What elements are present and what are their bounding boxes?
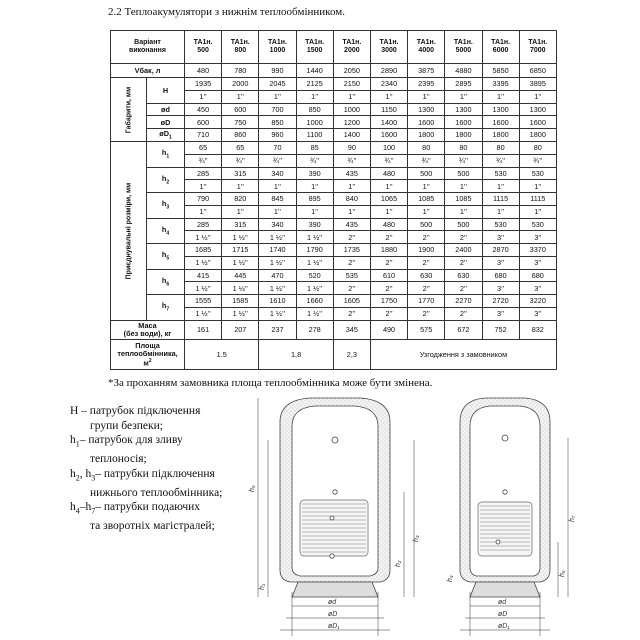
label-h4: h₄ (447, 575, 454, 582)
table-row-h6 (111, 269, 557, 282)
header-model: ТА1н. 1000 (259, 31, 296, 64)
value-volume: 1440 (296, 64, 333, 78)
value-h3-thread: 1’’ (333, 205, 370, 218)
value-oD1: 1600 (370, 129, 407, 142)
value-H: 2895 (445, 78, 482, 91)
legend-line-h1-cont: теплоносія; (90, 453, 147, 466)
legend-line-h1: $h_1-$ патрубок для зливу (70, 434, 183, 449)
value-h4-thread: 2’’ (370, 231, 407, 244)
value-h5-thread: 3’’ (482, 256, 519, 269)
value-h6-thread: 2’’ (333, 282, 370, 295)
value-h4-thread: 2’’ (408, 231, 445, 244)
value-h7-thread: 1 ½’’ (222, 307, 259, 320)
label-od: ød (147, 103, 185, 116)
value-h2-thread: 1’’ (519, 180, 556, 193)
label-H: H (147, 78, 185, 104)
value-h5-thread: 1 ½’’ (296, 256, 333, 269)
value-h7-thread: 1 ½’’ (296, 307, 333, 320)
header-model: ТА1н. 6000 (482, 31, 519, 64)
table-row-volume (111, 64, 557, 78)
value-oD1: 1800 (445, 129, 482, 142)
section-title: 2.2 Теплоакумулятори з нижнім теплообмінником. (108, 6, 345, 18)
legend-line-h4-h7-cont: та зворотніх магістралей; (90, 520, 215, 533)
value-h3-thread: 1’’ (482, 205, 519, 218)
label-h1: $h_1$ (147, 142, 185, 168)
value-oD: 1000 (296, 116, 333, 129)
value-h5: 1740 (259, 244, 296, 257)
label-h2: h₂ (395, 560, 402, 567)
value-h5-thread: 2’’ (445, 256, 482, 269)
value-h7: 1585 (222, 295, 259, 308)
value-h7-thread: 3’’ (519, 307, 556, 320)
table-row-oD (111, 116, 557, 129)
value-h5-thread: 3’’ (519, 256, 556, 269)
value-od: 1300 (408, 103, 445, 116)
label-D1: øD₁ (498, 623, 510, 630)
value-h7-thread: 2’’ (370, 307, 407, 320)
value-h2: 435 (333, 167, 370, 180)
value-h4-thread: 3’’ (519, 231, 556, 244)
value-h2: 530 (482, 167, 519, 180)
value-h6-thread: 1 ½’’ (259, 282, 296, 295)
value-h6-thread: 2’’ (445, 282, 482, 295)
value-h1: 80 (408, 142, 445, 155)
value-h4-thread: 1 ½’’ (222, 231, 259, 244)
value-h2-thread: 1’’ (259, 180, 296, 193)
value-h6: 415 (185, 269, 222, 282)
value-H: 2125 (296, 78, 333, 91)
value-h2-thread: 1’’ (370, 180, 407, 193)
value-h7-thread: 1 ½’’ (259, 307, 296, 320)
value-h1: 80 (519, 142, 556, 155)
value-area-2: 1,8 (259, 340, 333, 370)
value-h4: 435 (333, 218, 370, 231)
value-h3-thread: 1’’ (185, 205, 222, 218)
value-h2: 480 (370, 167, 407, 180)
header-model: ТА1н. 5000 (445, 31, 482, 64)
label-h2: $h_2$ (147, 167, 185, 193)
value-h6: 470 (259, 269, 296, 282)
value-od: 600 (222, 103, 259, 116)
label-oD: øD (147, 116, 185, 129)
value-H-thread: 1’’ (259, 90, 296, 103)
value-h7: 1750 (370, 295, 407, 308)
value-h4: 480 (370, 218, 407, 231)
value-h6: 630 (408, 269, 445, 282)
value-h1: 90 (333, 142, 370, 155)
header-model: ТА1н. 2000 (333, 31, 370, 64)
value-h2-thread: 1’’ (445, 180, 482, 193)
value-h7: 3220 (519, 295, 556, 308)
tank-drawing-with-h7 (440, 392, 600, 637)
group-dimensions: Габарити, мм (111, 78, 147, 142)
table-row-mass (111, 320, 557, 340)
table-row-oD1 (111, 129, 557, 142)
value-h7: 1660 (296, 295, 333, 308)
label-oD1: $øD_1$ (147, 129, 185, 142)
value-h6-thread: 1 ½’’ (185, 282, 222, 295)
value-h3: 1115 (519, 193, 556, 206)
value-mass: 207 (222, 320, 259, 340)
value-od: 1300 (445, 103, 482, 116)
tank-drawing-with-h5 (240, 392, 430, 637)
value-h5-thread: 1 ½’’ (185, 256, 222, 269)
value-h1-thread: ¾’’ (185, 154, 222, 167)
value-h1-thread: ¾’’ (408, 154, 445, 167)
value-oD: 850 (259, 116, 296, 129)
legend-line-h4-h7: $h_4-h_7-$ патрубки подаючих (70, 501, 201, 516)
value-h2-thread: 1’’ (408, 180, 445, 193)
value-h3-thread: 1’’ (445, 205, 482, 218)
value-h5: 1900 (408, 244, 445, 257)
value-h4: 530 (482, 218, 519, 231)
value-h4-thread: 2’’ (445, 231, 482, 244)
label-h6: h₆ (559, 570, 566, 577)
header-model: ТА1н. 500 (185, 31, 222, 64)
value-h5-thread: 2’’ (370, 256, 407, 269)
header-model: ТА1н. 3000 (370, 31, 407, 64)
value-H: 2000 (222, 78, 259, 91)
value-h5: 1715 (222, 244, 259, 257)
legend-line-h2-h3-cont: нижнього теплообмінника; (90, 486, 223, 499)
value-volume: 6850 (519, 64, 556, 78)
legend-line-h-cont: групи безпеки; (90, 419, 163, 432)
value-H-thread: 1’’ (333, 90, 370, 103)
value-h6: 680 (519, 269, 556, 282)
value-h6: 535 (333, 269, 370, 282)
value-h3: 1115 (482, 193, 519, 206)
label-h5: h₅ (249, 485, 256, 492)
value-h6: 610 (370, 269, 407, 282)
value-h4: 500 (445, 218, 482, 231)
value-mass: 161 (185, 320, 222, 340)
value-h1: 70 (259, 142, 296, 155)
value-H-thread: 1’’ (482, 90, 519, 103)
value-area-1: 1.5 (185, 340, 259, 370)
table-row-h2 (111, 167, 557, 180)
value-h4-thread: 2’’ (333, 231, 370, 244)
value-H: 3895 (519, 78, 556, 91)
value-h6-thread: 3’’ (519, 282, 556, 295)
value-H-thread: 1’’ (370, 90, 407, 103)
label-h7: h₇ (569, 515, 576, 522)
value-h2-thread: 1’’ (482, 180, 519, 193)
value-h3-thread: 1’’ (370, 205, 407, 218)
value-oD: 1600 (445, 116, 482, 129)
value-h2: 315 (222, 167, 259, 180)
value-oD: 1600 (408, 116, 445, 129)
value-od: 700 (259, 103, 296, 116)
value-h3-thread: 1’’ (222, 205, 259, 218)
value-h7: 1605 (333, 295, 370, 308)
tank-1-feet (292, 582, 378, 597)
value-oD: 1600 (519, 116, 556, 129)
value-h4: 315 (222, 218, 259, 231)
value-h4: 285 (185, 218, 222, 231)
value-od: 1000 (333, 103, 370, 116)
label-h7: $h_7$ (147, 295, 185, 321)
value-h6: 520 (296, 269, 333, 282)
value-h4: 390 (296, 218, 333, 231)
value-H-thread: 1’’ (445, 90, 482, 103)
label-h3: h₃ (413, 535, 420, 542)
value-h5-thread: 1 ½’’ (222, 256, 259, 269)
value-h3-thread: 1’’ (408, 205, 445, 218)
table-row-H (111, 78, 557, 91)
table-row-area (111, 340, 557, 370)
value-h2: 285 (185, 167, 222, 180)
table-header-row (111, 31, 557, 64)
value-h6-thread: 1 ½’’ (296, 282, 333, 295)
value-h1-thread: ¾’’ (222, 154, 259, 167)
group-connections: Приєднувальні розміри, мм (111, 142, 147, 321)
value-h3: 1065 (370, 193, 407, 206)
value-area-note: Узгодження з замовником (370, 340, 556, 370)
value-h7-thread: 2’’ (333, 307, 370, 320)
value-H-thread: 1’’ (185, 90, 222, 103)
value-oD1: 1800 (519, 129, 556, 142)
value-volume: 3875 (408, 64, 445, 78)
value-mass: 237 (259, 320, 296, 340)
value-h1-thread: ¾’’ (259, 154, 296, 167)
value-oD1: 960 (259, 129, 296, 142)
legend (70, 404, 250, 534)
value-h3-thread: 1’’ (259, 205, 296, 218)
value-h2-thread: 1’’ (296, 180, 333, 193)
value-oD1: 1400 (333, 129, 370, 142)
value-h7: 2270 (445, 295, 482, 308)
value-h6-thread: 2’’ (408, 282, 445, 295)
value-h6-thread: 1 ½’’ (222, 282, 259, 295)
value-h7: 1610 (259, 295, 296, 308)
value-h5-thread: 2’’ (333, 256, 370, 269)
value-h3: 895 (296, 193, 333, 206)
value-oD1: 1800 (482, 129, 519, 142)
label-d: ød (498, 599, 507, 606)
label-h5: $h_5$ (147, 244, 185, 270)
value-H: 2340 (370, 78, 407, 91)
value-H: 1935 (185, 78, 222, 91)
table-row-od (111, 103, 557, 116)
value-h7-thread: 2’’ (445, 307, 482, 320)
value-h2-thread: 1’’ (185, 180, 222, 193)
value-H-thread: 1’’ (296, 90, 333, 103)
label-h4: $h_4$ (147, 218, 185, 244)
label-h3: $h_3$ (147, 193, 185, 219)
value-h1-thread: ¾’’ (519, 154, 556, 167)
value-h6: 680 (482, 269, 519, 282)
value-h3: 1085 (445, 193, 482, 206)
table-row-h1 (111, 142, 557, 155)
value-h3: 840 (333, 193, 370, 206)
value-h4-thread: 3’’ (482, 231, 519, 244)
value-H: 2150 (333, 78, 370, 91)
value-h6-thread: 2’’ (370, 282, 407, 295)
value-mass: 345 (333, 320, 370, 340)
value-oD1: 1100 (296, 129, 333, 142)
value-oD1: 860 (222, 129, 259, 142)
value-h7: 2720 (482, 295, 519, 308)
label-D: øD (498, 611, 508, 618)
value-h2: 390 (296, 167, 333, 180)
value-H: 3395 (482, 78, 519, 91)
value-oD: 1200 (333, 116, 370, 129)
value-h2: 340 (259, 167, 296, 180)
value-h5-thread: 2’’ (408, 256, 445, 269)
value-h5: 1685 (185, 244, 222, 257)
value-h5-thread: 1 ½’’ (259, 256, 296, 269)
header-model: ТА1н. 1500 (296, 31, 333, 64)
value-h7: 1555 (185, 295, 222, 308)
value-h2: 530 (519, 167, 556, 180)
label-h6: $h_6$ (147, 269, 185, 295)
value-volume: 990 (259, 64, 296, 78)
value-oD1: 1800 (408, 129, 445, 142)
value-h7-thread: 3’’ (482, 307, 519, 320)
value-h1-thread: ¾’’ (370, 154, 407, 167)
value-h1-thread: ¾’’ (445, 154, 482, 167)
value-mass: 575 (408, 320, 445, 340)
value-H-thread: 1’’ (222, 90, 259, 103)
value-h1-thread: ¾’’ (296, 154, 333, 167)
value-h3-thread: 1’’ (519, 205, 556, 218)
value-H: 2395 (408, 78, 445, 91)
value-mass: 752 (482, 320, 519, 340)
label-mass: Маса (без води), кг (111, 320, 185, 340)
value-od: 450 (185, 103, 222, 116)
value-area-3: 2,3 (333, 340, 370, 370)
value-h4: 500 (408, 218, 445, 231)
value-h2-thread: 1’’ (222, 180, 259, 193)
value-volume: 4880 (445, 64, 482, 78)
value-volume: 480 (185, 64, 222, 78)
value-h1-thread: ¾’’ (333, 154, 370, 167)
value-h1: 100 (370, 142, 407, 155)
value-od: 1150 (370, 103, 407, 116)
value-h4-thread: 1 ½’’ (185, 231, 222, 244)
value-h1-thread: ¾’’ (482, 154, 519, 167)
value-od: 1300 (482, 103, 519, 116)
header-model: ТА1н. 800 (222, 31, 259, 64)
value-oD: 1600 (482, 116, 519, 129)
legend-line-h: H – патрубок підключення (70, 405, 201, 417)
value-h3: 845 (259, 193, 296, 206)
header-model: ТА1н. 7000 (519, 31, 556, 64)
table-row-h7 (111, 295, 557, 308)
value-h5: 2400 (445, 244, 482, 257)
value-H: 2045 (259, 78, 296, 91)
value-h2: 500 (408, 167, 445, 180)
tank-2-feet (470, 582, 540, 597)
header-variant: Варіант виконання (111, 31, 185, 64)
value-H-thread: 1’’ (408, 90, 445, 103)
value-oD: 750 (222, 116, 259, 129)
label-volume: Vбак, л (111, 64, 185, 78)
value-oD1: 710 (185, 129, 222, 142)
value-h4: 530 (519, 218, 556, 231)
value-h1: 80 (482, 142, 519, 155)
value-h1: 85 (296, 142, 333, 155)
legend-line-h2-h3: $h_2$, $h_3-$ патрубки підключення (70, 467, 215, 482)
value-H-thread: 1’’ (519, 90, 556, 103)
value-od: 850 (296, 103, 333, 116)
value-mass: 832 (519, 320, 556, 340)
value-h7: 1770 (408, 295, 445, 308)
value-h3-thread: 1’’ (296, 205, 333, 218)
value-h6: 630 (445, 269, 482, 282)
value-mass: 672 (445, 320, 482, 340)
value-h4: 340 (259, 218, 296, 231)
value-h5: 1735 (333, 244, 370, 257)
value-h6-thread: 3’’ (482, 282, 519, 295)
value-h6: 445 (222, 269, 259, 282)
value-volume: 2890 (370, 64, 407, 78)
table-row-h3 (111, 193, 557, 206)
value-mass: 278 (296, 320, 333, 340)
value-h5: 1880 (370, 244, 407, 257)
label-D1: øD₁ (328, 623, 340, 630)
value-volume: 780 (222, 64, 259, 78)
table-row-h4 (111, 218, 557, 231)
value-h2-thread: 1’’ (333, 180, 370, 193)
value-h1: 65 (185, 142, 222, 155)
value-h7-thread: 2’’ (408, 307, 445, 320)
value-h5: 3370 (519, 244, 556, 257)
value-h1: 80 (445, 142, 482, 155)
footnote: *За проханням замовника площа теплообмінника може бути змінена. (108, 377, 433, 389)
value-h3: 1085 (408, 193, 445, 206)
label-d: ød (328, 599, 337, 606)
value-oD: 600 (185, 116, 222, 129)
value-h3: 820 (222, 193, 259, 206)
table-row-h5 (111, 244, 557, 257)
value-h2: 500 (445, 167, 482, 180)
value-h5: 2870 (482, 244, 519, 257)
specifications-table (110, 30, 557, 370)
value-h3: 790 (185, 193, 222, 206)
value-h1: 65 (222, 142, 259, 155)
value-oD: 1400 (370, 116, 407, 129)
header-model: ТА1н. 4000 (408, 31, 445, 64)
value-volume: 5850 (482, 64, 519, 78)
label-h1: h₁ (259, 583, 266, 590)
label-area: Площа теплообмінника, $м^2$ (111, 340, 185, 370)
label-D: øD (328, 611, 338, 618)
value-volume: 2050 (333, 64, 370, 78)
value-mass: 490 (370, 320, 407, 340)
value-od: 1300 (519, 103, 556, 116)
value-h5: 1790 (296, 244, 333, 257)
value-h4-thread: 1 ½’’ (259, 231, 296, 244)
value-h7-thread: 1 ½’’ (185, 307, 222, 320)
value-h4-thread: 1 ½’’ (296, 231, 333, 244)
